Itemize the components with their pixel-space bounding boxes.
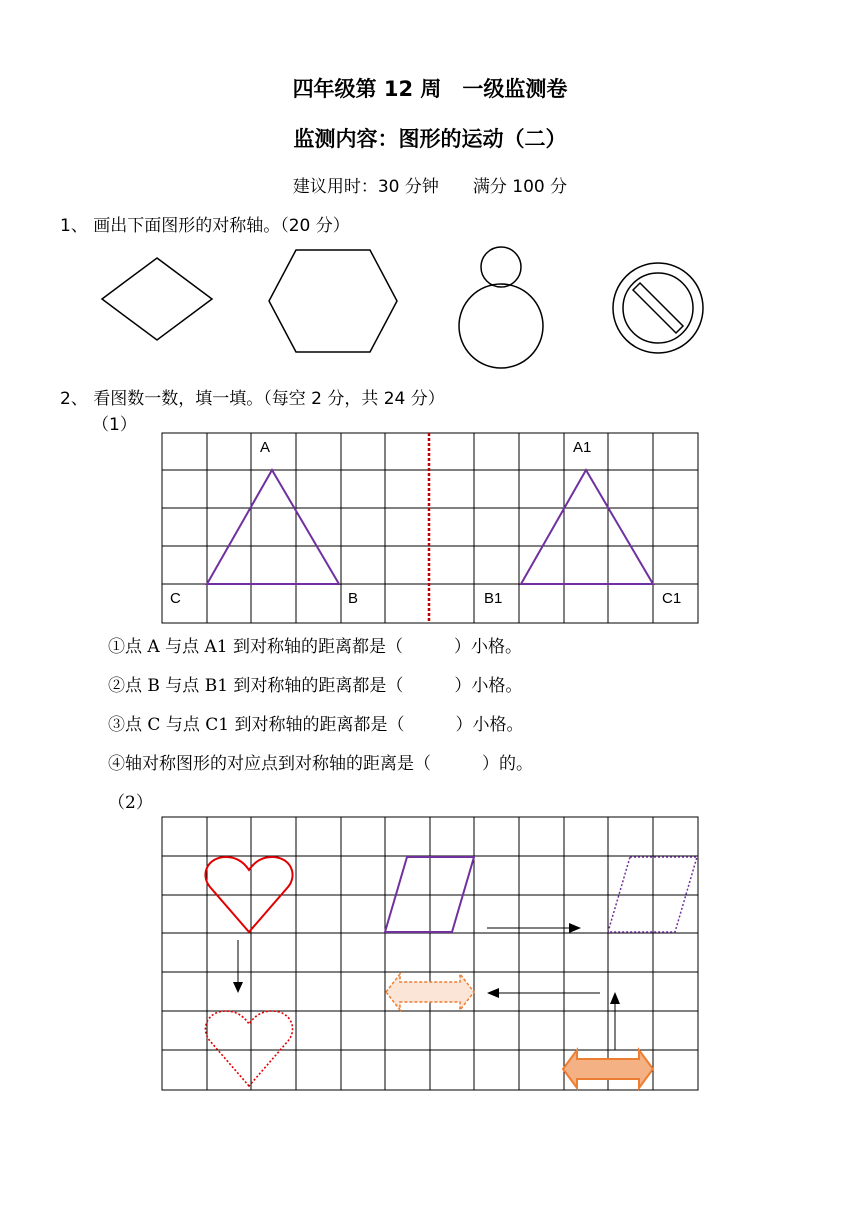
fill-item-4: ④轴对称图形的对应点到对称轴的距离是（ ）的。 xyxy=(108,754,533,774)
hexagon-icon xyxy=(269,250,397,352)
part-2-label: （2） xyxy=(108,793,153,813)
label-c1: C1 xyxy=(662,590,682,607)
fill-item-1: ①点 A 与点 A1 到对称轴的距离都是（ ）小格。 xyxy=(108,637,522,657)
label-a1: A1 xyxy=(573,439,592,456)
fill-item-2: ②点 B 与点 B1 到对称轴的距离都是（ ）小格。 xyxy=(108,676,523,696)
rhombus-icon xyxy=(102,258,212,340)
triangle-abc xyxy=(207,470,339,584)
label-b: B xyxy=(348,590,359,607)
page-subtitle: 监测内容：图形的运动（二） xyxy=(293,127,567,151)
question-1-text: 1、 画出下面图形的对称轴。（20 分） xyxy=(60,216,350,236)
label-a: A xyxy=(260,439,271,456)
label-b1: B1 xyxy=(484,590,503,607)
page-title: 四年级第 12 周 一级监测卷 xyxy=(292,77,568,101)
snowman-circles-icon xyxy=(459,247,543,368)
question-2-text: 2、 看图数一数，填一填。（每空 2 分，共 24 分） xyxy=(60,389,445,409)
part-1-label: （1） xyxy=(92,415,137,435)
fill-item-3: ③点 C 与点 C1 到对称轴的距离都是（ ）小格。 xyxy=(108,715,524,735)
no-entry-sign-icon xyxy=(613,263,703,353)
triangle-a1b1c1 xyxy=(521,470,653,584)
time-score-info: 建议用时：30 分钟 满分 100 分 xyxy=(292,177,568,197)
label-c: C xyxy=(170,590,181,607)
